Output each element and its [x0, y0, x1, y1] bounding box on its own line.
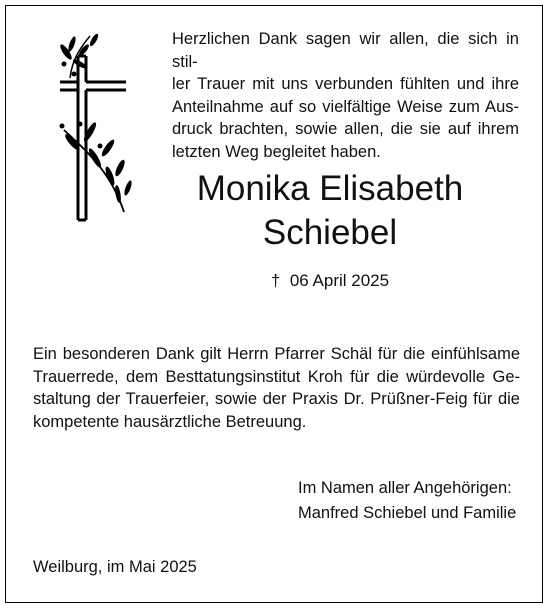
intro-line: Herzlichen Dank sagen wir allen, die sich in stil-	[172, 30, 519, 71]
thanks-line: staltung der Trauerfeier, sowie der Praxis Dr. Prüßner-Feig für die	[33, 390, 520, 408]
place-and-date: Weilburg, im Mai 2025	[33, 558, 197, 576]
deceased-name-line2: Schiebel	[262, 213, 398, 252]
cross-with-olive-branch-icon	[50, 30, 150, 230]
death-date: 06 April 2025	[289, 271, 390, 290]
deceased-name-line1: Monika Elisabeth	[196, 169, 464, 208]
thanks-line: kompetente hausärztliche Betreuung.	[33, 412, 307, 431]
intro-text	[172, 28, 519, 163]
intro-line: ler Trauer mit uns verbunden fühlten und ihre	[172, 75, 519, 93]
signature-line1: Im Namen aller Angehörigen:	[298, 479, 512, 497]
thanks-line: Trauerrede, dem Besttatungsinstitut Kroh für die würdevolle Ge-	[33, 367, 520, 386]
death-date-line	[140, 270, 520, 293]
intro-line: druck brachten, sowie allen, die sie auf ihrem	[172, 120, 519, 138]
intro-line: letzten Weg begleitet haben.	[172, 142, 381, 161]
signature-line2: Manfred Schiebel und Familie	[298, 504, 517, 522]
intro-line: Anteilnahme auf so vielfältige Weise zum Aus-	[172, 97, 519, 116]
dagger-icon: †	[270, 271, 281, 290]
thanks-line: Ein besonderen Dank gilt Herrn Pfarrer Schäl für die einfühlsame	[33, 345, 520, 363]
thanks-text	[33, 343, 520, 433]
